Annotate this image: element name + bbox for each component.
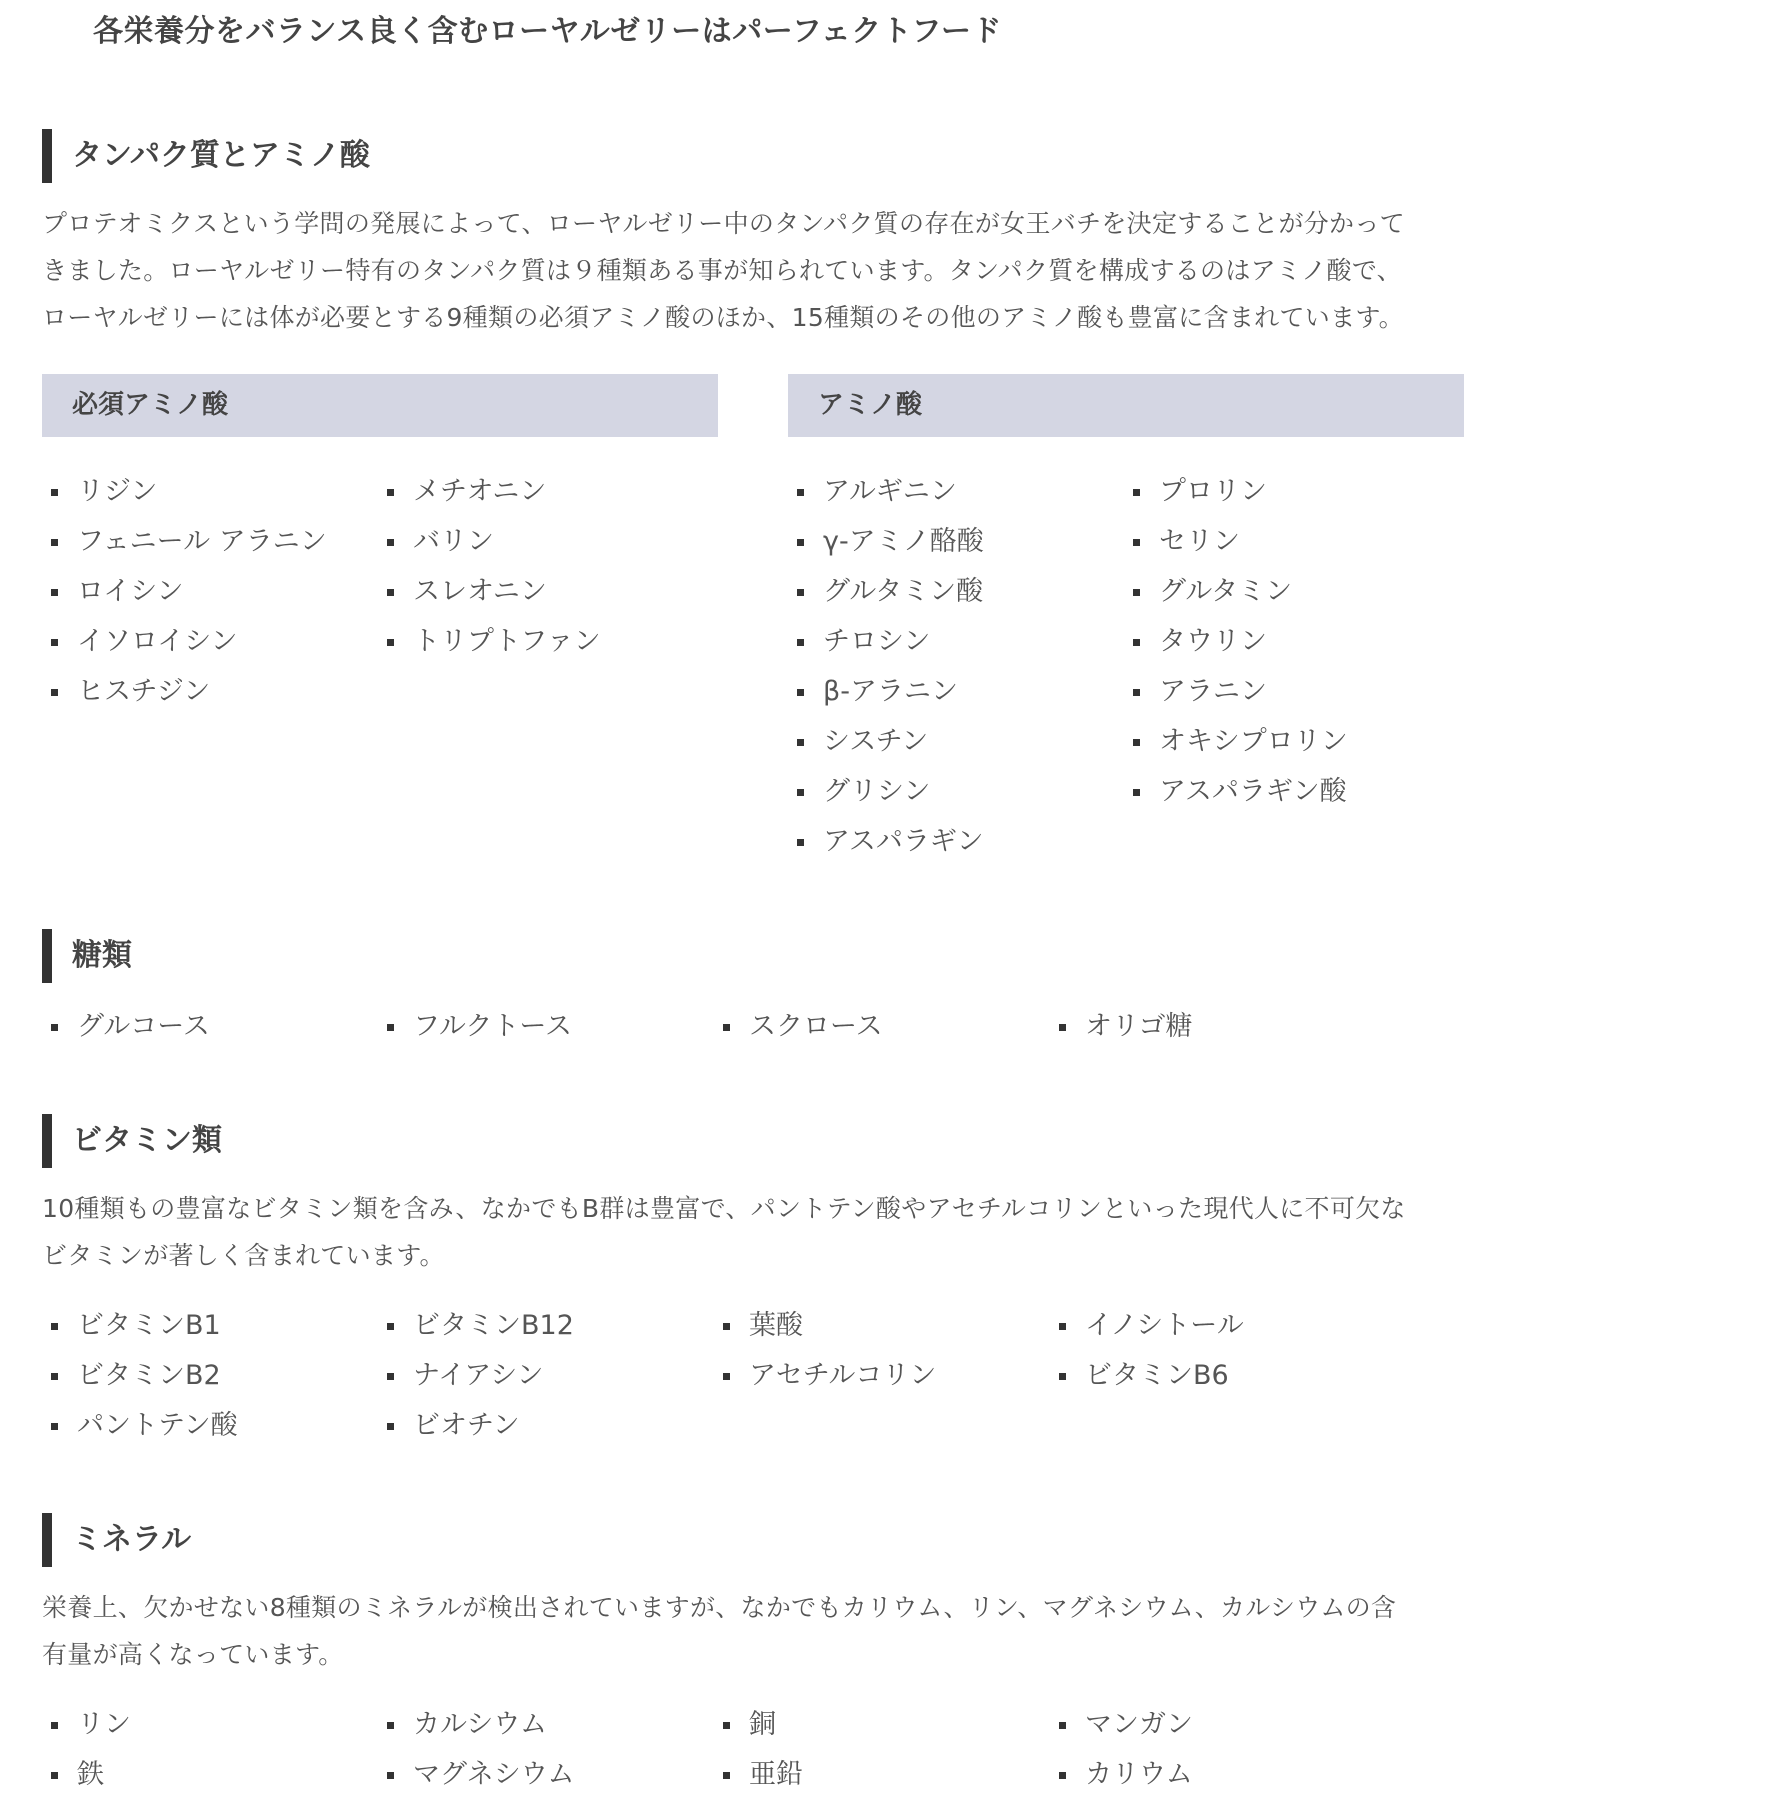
list-item: シスチン — [788, 722, 928, 762]
list-item: アスパラギン酸 — [1124, 772, 1347, 812]
sugar-heading: 糖類 — [42, 929, 132, 983]
list-item: スクロース — [714, 1007, 883, 1047]
list-item: アルギニン — [788, 472, 957, 512]
list-item: タウリン — [1124, 622, 1267, 662]
list-item: イノシトール — [1050, 1306, 1244, 1346]
list-item: アセチルコリン — [714, 1356, 936, 1396]
list-item: 亜鉛 — [714, 1755, 803, 1795]
list-item: セリン — [1124, 522, 1240, 562]
list-item: メチオニン — [378, 472, 546, 512]
list-item: ナイアシン — [378, 1356, 544, 1396]
protein-paragraph-line: きました。ローヤルゼリー特有のタンパク質は９種類ある事が知られています。タンパク質を構成するのはアミノ酸で、 — [42, 256, 1402, 285]
protein-paragraph-line: ローヤルゼリーには体が必要とする9種類の必須アミノ酸のほか、15種類のその他のアミノ酸も豊富に含まれています。 — [42, 303, 1404, 332]
list-item: ビオチン — [378, 1406, 520, 1446]
list-item: フルクトース — [378, 1007, 572, 1047]
list-item: マグネシウム — [378, 1755, 574, 1795]
list-item: β-アラニン — [788, 672, 958, 712]
list-item: 鉄 — [42, 1755, 104, 1795]
list-item: ビタミンB12 — [378, 1306, 574, 1346]
list-item: グルタミン酸 — [788, 572, 983, 612]
list-item: 葉酸 — [714, 1306, 803, 1346]
list-item: アスパラギン — [788, 822, 984, 862]
list-item: グルタミン — [1124, 572, 1292, 612]
essential-amino-acids-header: 必須アミノ酸 — [42, 374, 718, 437]
list-item: ロイシン — [42, 572, 184, 612]
mineral-paragraph — [42, 1584, 1462, 1678]
list-item: トリプトファン — [378, 622, 601, 662]
vitamin-heading: ビタミン類 — [42, 1114, 222, 1168]
list-item: γ-アミノ酪酸 — [788, 522, 984, 562]
mineral-paragraph-line: 有量が高くなっています。 — [42, 1640, 344, 1669]
list-item: オキシプロリン — [1124, 722, 1348, 762]
list-item: アラニン — [1124, 672, 1267, 712]
list-item: パントテン酸 — [42, 1406, 238, 1446]
list-item: チロシン — [788, 622, 930, 662]
list-item: ビタミンB1 — [42, 1306, 221, 1346]
list-item: カルシウム — [378, 1705, 547, 1745]
list-item: スレオニン — [378, 572, 547, 612]
list-item: イソロイシン — [42, 622, 238, 662]
list-item: ビタミンB6 — [1050, 1356, 1229, 1396]
list-item: リジン — [42, 472, 157, 512]
amino-acids-header: アミノ酸 — [788, 374, 1464, 437]
mineral-paragraph-line: 栄養上、欠かせない8種類のミネラルが検出されていますが、なかでもカリウム、リン、マグネシウム、カルシウムの含 — [42, 1593, 1397, 1622]
list-item: カリウム — [1050, 1755, 1193, 1795]
protein-heading: タンパク質とアミノ酸 — [42, 129, 370, 183]
list-item: マンガン — [1050, 1705, 1193, 1745]
vitamin-paragraph — [42, 1185, 1462, 1279]
vitamin-paragraph-line: 10種類もの豊富なビタミン類を含み、なかでもB群は豊富で、パントテン酸やアセチルコリンといった現代人に不可欠な — [42, 1194, 1406, 1223]
list-item: プロリン — [1124, 472, 1267, 512]
list-item: ヒスチジン — [42, 672, 210, 712]
vitamin-paragraph-line: ビタミンが著しく含まれています。 — [42, 1241, 445, 1270]
list-item: フェニール アラニン — [42, 522, 327, 562]
list-item: グルコース — [42, 1007, 210, 1047]
page-title: 各栄養分をバランス良く含むローヤルゼリーはパーフェクトフード — [93, 14, 1002, 49]
list-item: グリシン — [788, 772, 930, 812]
list-item: バリン — [378, 522, 494, 562]
list-item: 銅 — [714, 1705, 776, 1745]
protein-paragraph-line: プロテオミクスという学問の発展によって、ローヤルゼリー中のタンパク質の存在が女王バチを決定することが分かって — [42, 209, 1405, 238]
list-item: ビタミンB2 — [42, 1356, 221, 1396]
list-item: オリゴ糖 — [1050, 1007, 1192, 1047]
mineral-heading: ミネラル — [42, 1513, 191, 1567]
list-item: リン — [42, 1705, 131, 1745]
protein-paragraph — [42, 200, 1462, 341]
